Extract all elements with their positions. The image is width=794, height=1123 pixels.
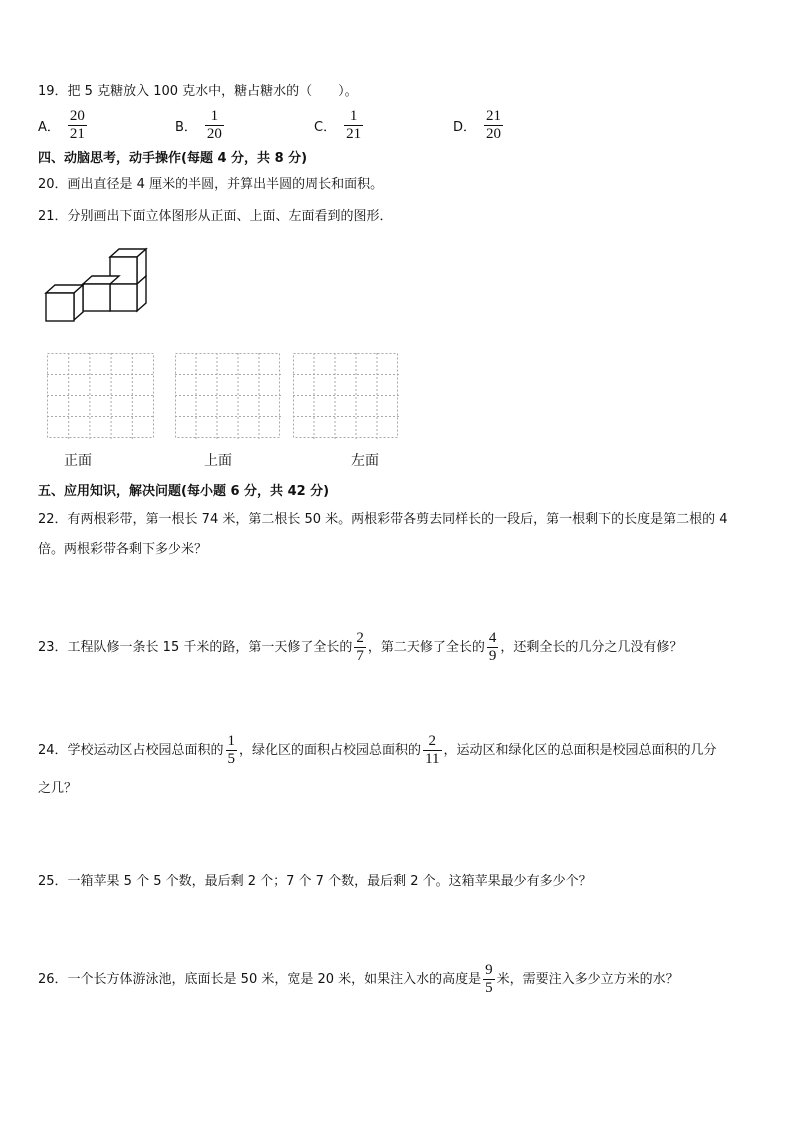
question-24-line2: 之几？ xyxy=(38,781,78,796)
question-19: 19．把 5 克糖放入 100 克水中，糖占糖水的（ ）。 xyxy=(38,84,358,99)
fraction-2-7: $\frac{2}{7}$ xyxy=(356,630,364,664)
fraction-9-5: $\frac{9}{5}$ xyxy=(485,962,493,996)
option-d-fraction: $\frac{21}{20}$ xyxy=(486,108,502,142)
option-a-fraction: $\frac{20}{21}$ xyxy=(69,108,85,142)
front-view-label: 正面 xyxy=(64,453,92,469)
top-view-label: 上面 xyxy=(204,453,232,469)
left-view-grid[interactable] xyxy=(293,353,399,439)
question-22-line2: 倍。两根彩带各剩下多少米？ xyxy=(38,542,208,557)
question-22-line1: 22．有两根彩带，第一根长 74 米，第二根长 50 米。两根彩带各剪去同样长的一段后，第一根剩下的长度是第二根的 4 xyxy=(38,512,728,527)
option-d xyxy=(453,108,505,143)
left-view-label: 左面 xyxy=(351,453,379,469)
question-26: 26．一个长方体游泳池，底面长是 50 米，宽是 20 米，如果注入水的高度是 $\frac{9}{5}$ 米，需要注入多少立方米的水？ xyxy=(38,962,679,996)
question-24-line1: 24．学校运动区占校园总面积的 $\frac{1}{5}$ ，绿化区的面积占校园总面积的 $\frac{2}{11}$ ，运动区和绿化区的总面积是校园总面积的几分 xyxy=(38,733,717,767)
option-a-label: A． xyxy=(38,120,60,135)
option-a xyxy=(38,108,89,143)
section-5-heading: 五、应用知识，解决问题(每小题 6 分，共 42 分) xyxy=(38,484,330,499)
question-25: 25．一箱苹果 5 个 5 个数，最后剩 2 个；7 个 7 个数，最后剩 2 个。这箱苹果最少有多少个？ xyxy=(38,874,592,889)
option-b-fraction: $\frac{1}{20}$ xyxy=(206,108,222,142)
front-view-grid[interactable] xyxy=(47,353,155,439)
cube-figure xyxy=(40,244,152,326)
option-b xyxy=(175,108,226,143)
option-c-fraction: $\frac{1}{21}$ xyxy=(346,108,362,142)
section-4-heading: 四、动脑思考，动手操作(每题 4 分，共 8 分) xyxy=(38,151,308,166)
option-b-label: B． xyxy=(175,120,197,135)
option-c-label: C． xyxy=(314,120,337,135)
fraction-2-11: $\frac{2}{11}$ xyxy=(425,733,440,767)
option-c xyxy=(314,108,365,143)
fraction-1-5: $\frac{1}{5}$ xyxy=(227,733,236,767)
option-d-label: D． xyxy=(453,120,477,135)
top-view-grid[interactable] xyxy=(175,353,281,439)
question-21: 21．分别画出下面立体图形从正面、上面、左面看到的图形． xyxy=(38,209,393,224)
fraction-4-9: $\frac{4}{9}$ xyxy=(488,630,497,664)
question-20: 20．画出直径是 4 厘米的半圆，并算出半圆的周长和面积。 xyxy=(38,177,384,192)
question-23: 23．工程队修一条长 15 千米的路，第一天修了全长的 $\frac{2}{7}$ ，第二天修了全长的 $\frac{4}{9}$ ，还剩全长的几分之几没有修？ xyxy=(38,630,683,664)
